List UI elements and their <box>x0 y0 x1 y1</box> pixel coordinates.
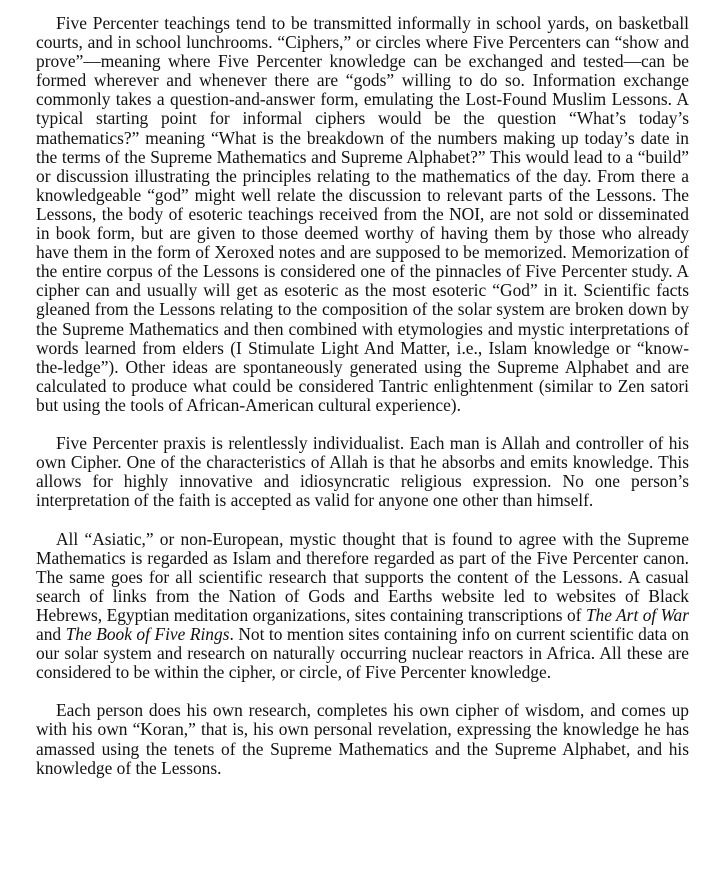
paragraph-personal-research: Each person does his own research, completes his own cipher of wisdom, and comes up with his own “Koran,” that is, his own personal revelation, expressing the knowledge he has amassed using the tenets of the Supreme Mathematics and the Supreme Alphabet, and his knowledge of the Lessons. <box>36 700 689 778</box>
paragraph-praxis: Five Percenter praxis is relentlessly individualist. Each man is Allah and controller of his own Cipher. One of the characteristics of Allah is that he absorbs and emits knowledge. This allows for highly innovative and idiosyncratic religious expression. No one person’s interpretation of the faith is accepted as valid for anyone one other than himself. <box>36 433 689 511</box>
paragraph-canon <box>36 530 689 683</box>
paragraph-canon-text-3: . Not to mention sites containing info on current scientific data on our solar system and research on naturally occurring nuclear reactors in Africa. All these are considered to be within the cipher, or circle, of Five Percenter knowledge. <box>36 624 689 683</box>
paragraph-canon-text-1: All “Asiatic,” or non-European, mystic thought that is found to agree with the Supreme Mathematics is regarded as Islam and therefore regarded as part of the Five Percenter canon. The same goes for all scientific research that supports the content of the Lessons. A casual search of links from the Nation of Gods and Earths website led to websites of Black Hebrews, Egyptian meditation organizations, sites containing transcriptions of <box>36 528 689 625</box>
document-page <box>36 14 689 778</box>
paragraph-transmission: Five Percenter teachings tend to be transmitted informally in school yards, on basketball courts, and in school lunchrooms. “Ciphers,” or circles where Five Percenters can “show and prove”—meaning where Five Percenter knowledge can be exchanged and tested—can be formed wherever and whenever there are “gods” willing to do so. Information exchange commonly takes a question-and-answer form, emulating the Lost-Found Muslim Lessons. A typical starting point for informal ciphers would be the question “What’s today’s mathematics?” meaning “What is the breakdown of the numbers making up today’s date in the terms of the Supreme Mathematics and Supreme Alphabet?” This would lead to a “build” or discussion illustrating the principles relating to the mathematics of the day. From there a knowledgeable “god” might well relate the discussion to relevant parts of the Lessons. The Lessons, the body of esoteric teachings received from the NOI, are not sold or disseminated in book form, but are given to those deemed worthy of having them by those who already have them in the form of Xeroxed notes and are supposed to be memorized. Memorization of the entire corpus of the Lessons is considered one of the pinnacles of Five Percenter study. A cipher can and usually will get as esoteric as the most esoteric “God” in it. Scientific facts gleaned from the Lessons relating to the composition of the solar system are broken down by the Supreme Mathematics and then combined with etymologies and mystic interpretations of words learned from elders (I Stimulate Light And Matter, i.e., Islam knowledge or “know-the-ledge”). Other ideas are spontaneously generated using the Supreme Alphabet and are calculated to produce what could be considered Tantric enlightenment (similar to Zen satori but using the tools of African-American cultural experience). <box>36 13 689 415</box>
paragraph-canon-text-2: and <box>36 624 66 644</box>
book-title-art-of-war: The Art of War <box>585 604 689 625</box>
book-title-five-rings: The Book of Five Rings <box>65 624 230 644</box>
